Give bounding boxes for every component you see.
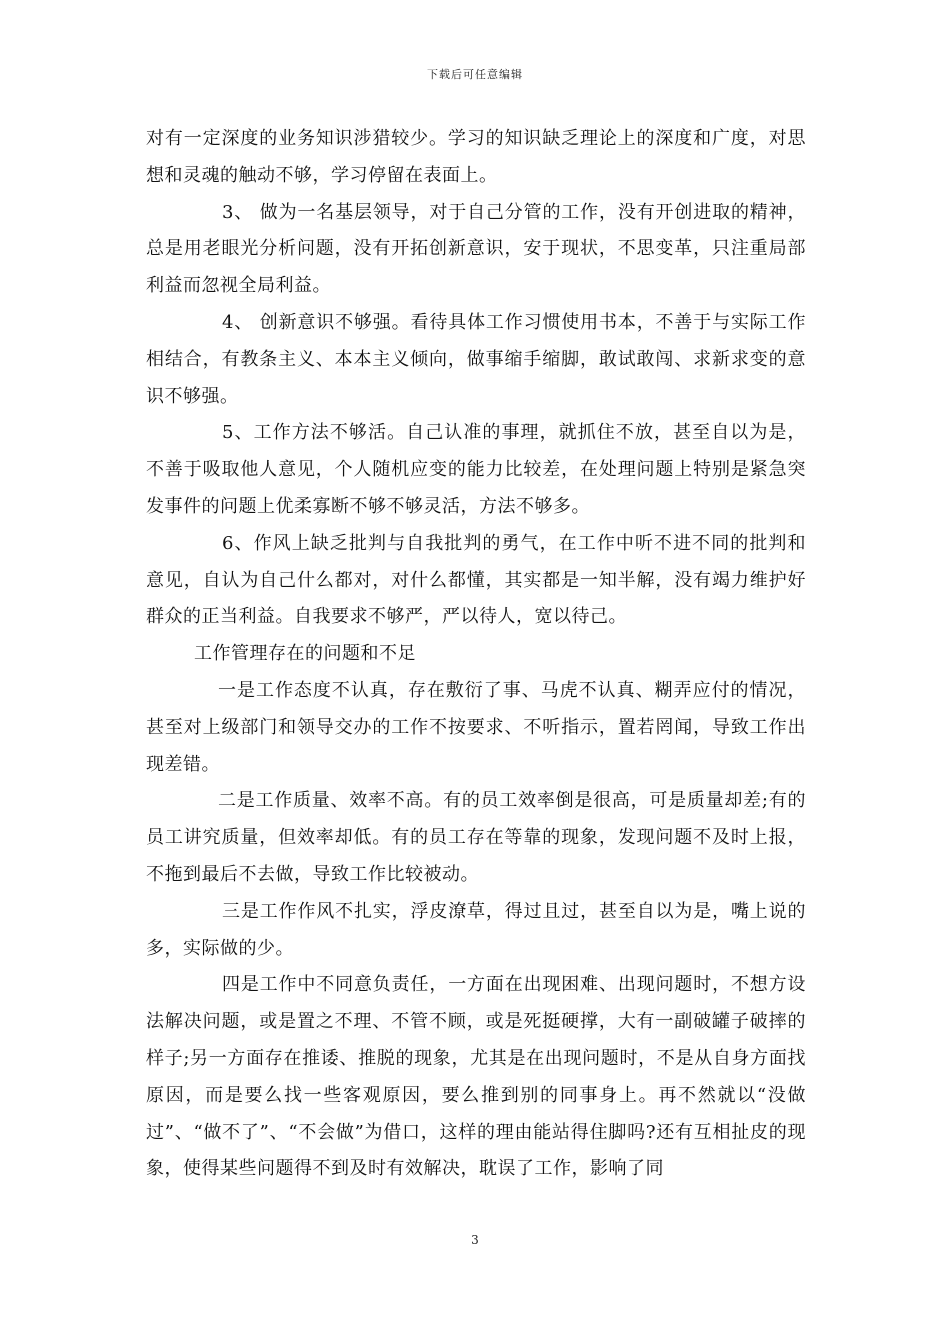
paragraph-5: 6、作风上缺乏批判与自我批判的勇气，在工作中听不进不同的批判和意见，自认为自己什么都对，对什么都懂，其实都是一知半解，没有竭力维护好群众的正当利益。自我要求不够严，严以待人，宽以待己。 (146, 532, 806, 628)
paragraph-3: 4、 创新意识不够强。看待具体工作习惯使用书本，不善于与实际工作相结合，有教条主义、本本主义倾向，做事缩手缩脚，敢试敢闯、求新求变的意识不够强。 (146, 311, 806, 407)
paragraph-1: 对有一定深度的业务知识涉猎较少。学习的知识缺乏理论上的深度和广度，对思想和灵魂的触动不够，学习停留在表面上。 (146, 128, 806, 186)
paragraph-6: 一是工作态度不认真，存在敷衍了事、马虎不认真、糊弄应付的情况，甚至对上级部门和领导交办的工作不按要求、不听指示，置若罔闻，导致工作出现差错。 (146, 679, 806, 775)
paragraph-9: 四是工作中不同意负责任，一方面在出现困难、出现问题时，不想方设法解决问题，或是置之不理、不管不顾，或是死挺硬撑，大有一副破罐子破摔的样子;另一方面存在推诿、推脱的现象，尤其是在出现问题时，不是从自身方面找原因，而是要么找一些客观原因，要么推到别的同事身上。再不然就以“没做过”、“做不了”、“不会做”为借口，这样的理由能站得住脚吗?还有互相扯皮的现象，使得某些问题得不到及时有效解决，耽误了工作，影响了同 (146, 974, 806, 1180)
page-header: 下载后可任意编辑 (427, 68, 523, 81)
paragraph-8: 三是工作作风不扎实，浮皮潦草，得过且过，甚至自以为是，嘴上说的多，实际做的少。 (146, 900, 806, 959)
section-heading: 工作管理存在的问题和不足 (194, 643, 416, 665)
paragraph-7: 二是工作质量、效率不高。有的员工效率倒是很高，可是质量却差;有的员工讲究质量，但效率却低。有的员工存在等靠的现象，发现问题不及时上报，不拖到最后不去做，导致工作比较被动。 (146, 790, 806, 885)
paragraph-2: 3、 做为一名基层领导，对于自己分管的工作，没有开创进取的精神，总是用老眼光分析问题，没有开拓创新意识，安于现状，不思变革，只注重局部利益而忽视全局利益。 (146, 201, 806, 297)
paragraph-4: 5、工作方法不够活。自己认准的事理，就抓住不放，甚至自以为是，不善于吸取他人意见，个人随机应变的能力比较差，在处理问题上特别是紧急突发事件的问题上优柔寡断不够不够灵活，方法不够多。 (146, 422, 806, 517)
document-body (146, 121, 806, 1188)
page-number: 3 (471, 1233, 479, 1247)
